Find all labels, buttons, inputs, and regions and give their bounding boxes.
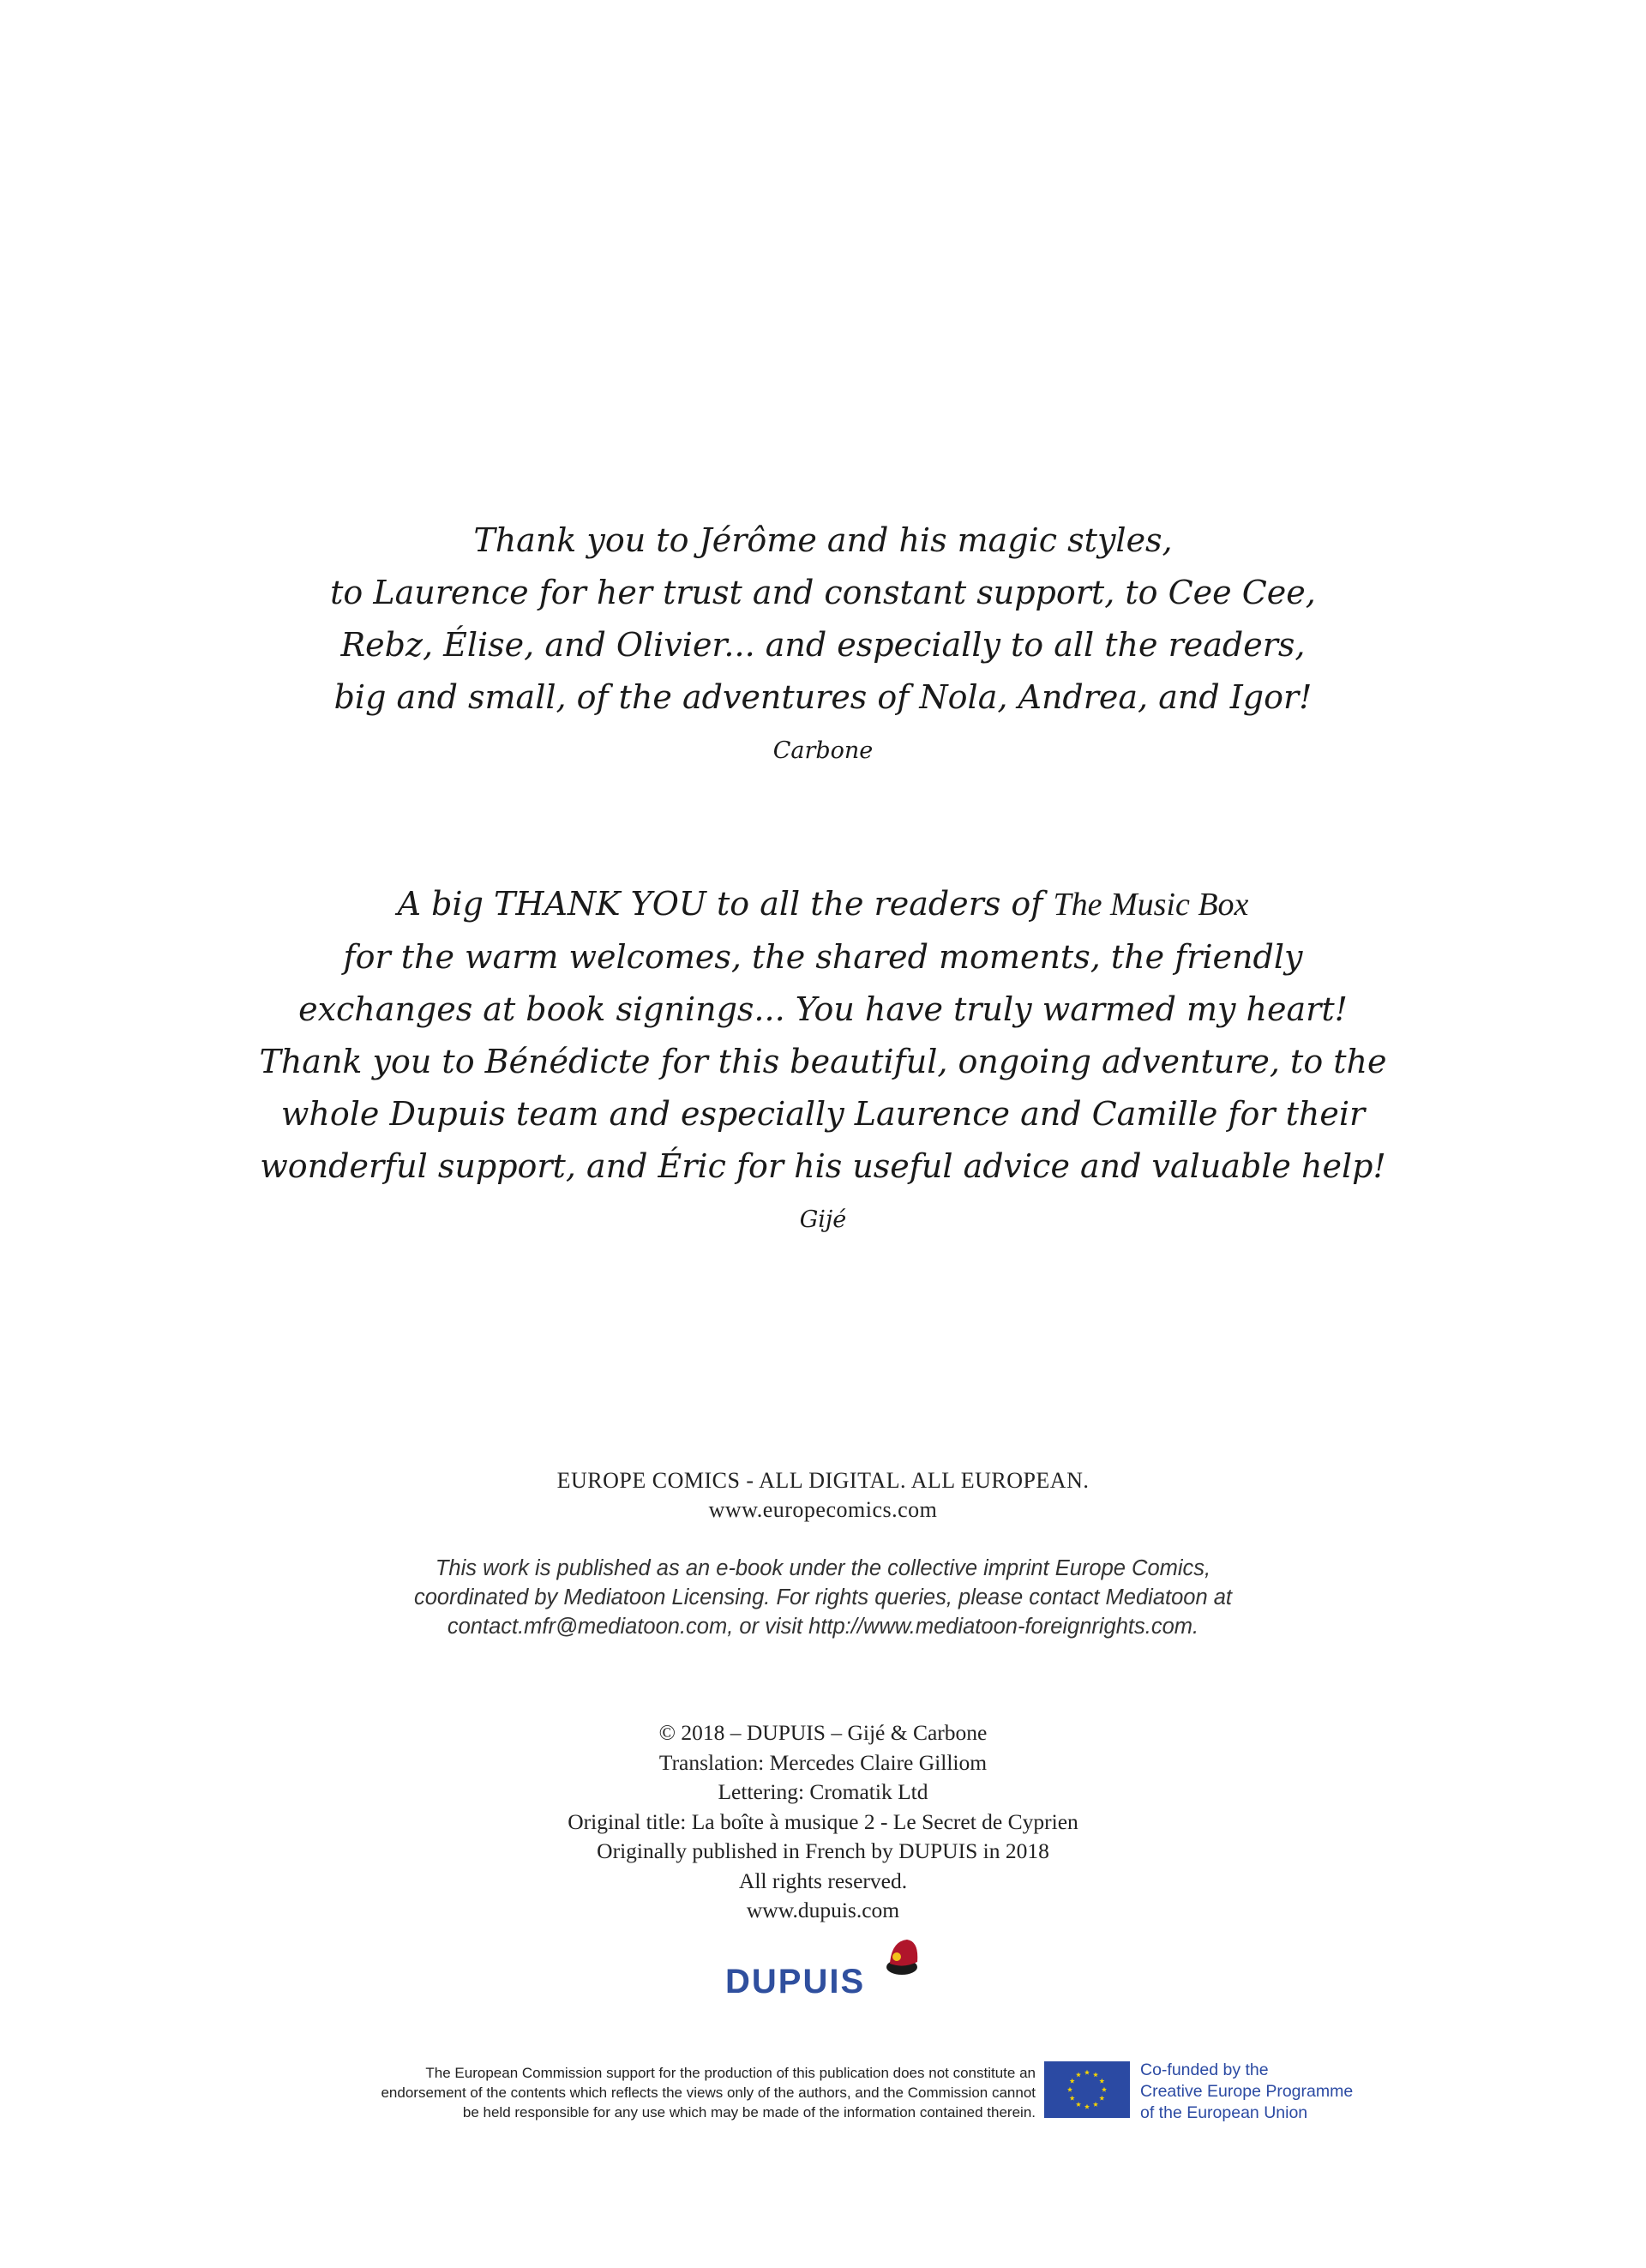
- copyright-line: © 2018 – DUPUIS – Gijé & Carbone: [658, 1720, 988, 1745]
- ack-line: Thank you to Jérôme and his magic styles,: [473, 521, 1173, 559]
- europe-comics-url[interactable]: www.europecomics.com: [708, 1497, 938, 1522]
- signature-gije: Gijé: [799, 1206, 847, 1233]
- eu-funding-line: of the European Union: [1140, 2103, 1308, 2122]
- europe-comics-slogan: EUROPE COMICS - ALL DIGITAL. ALL EUROPEAN.: [556, 1468, 1090, 1493]
- ack-line: to Laurence for her trust and constant support, to Cee Cee,: [330, 574, 1316, 611]
- ack-line: Thank you to Bénédicte for this beautiful, ongoing adventure, to the: [259, 1043, 1387, 1080]
- dupuis-logo: [720, 1934, 926, 2000]
- hat-crown: [890, 1940, 917, 1966]
- ack-line: whole Dupuis team and especially Laurence and Camille for their: [280, 1095, 1366, 1133]
- eu-funding-text: [1140, 2060, 1353, 2124]
- rights-reserved: All rights reserved.: [738, 1868, 908, 1893]
- eu-funding-line: Co-funded by the: [1140, 2060, 1269, 2079]
- imprint-notice: [0, 1554, 1646, 1641]
- credits-block: [0, 1718, 1646, 1926]
- ack-line: wonderful support, and Éric for his useful advice and valuable help!: [260, 1147, 1386, 1185]
- imprint-line: This work is published as an e-book under the collective imprint Europe Comics,: [435, 1556, 1211, 1580]
- translation-credit: Translation: Mercedes Claire Gilliom: [658, 1749, 988, 1775]
- ack-line: for the warm welcomes, the shared moments, the friendly: [343, 938, 1303, 976]
- signature-carbone: Carbone: [772, 737, 874, 764]
- original-publication: Originally published in French by DUPUIS in 2018: [597, 1838, 1049, 1863]
- disclaimer-line: The European Commission support for the production of this publication does not constitute an: [425, 2065, 1036, 2081]
- dupuis-wordmark: DUPUIS: [725, 1963, 866, 2000]
- original-title: Original title: La boîte à musique 2 - Le Secret de Cyprien: [568, 1808, 1078, 1834]
- ack-line: Rebz, Élise, and Olivier... and especially to all the readers,: [340, 626, 1306, 664]
- disclaimer-line: endorsement of the contents which reflects the views only of the authors, and the Commission cannot: [381, 2085, 1036, 2101]
- eu-funding-line: Creative Europe Programme: [1140, 2082, 1354, 2101]
- dupuis-hat-icon: [886, 1940, 917, 1975]
- lettering-credit: Lettering: Cromatik Ltd: [718, 1779, 928, 1804]
- europe-comics-block: [0, 1466, 1646, 1525]
- acknowledgment-gije: [0, 878, 1646, 1237]
- book-title: The Music Box: [1053, 887, 1249, 923]
- eu-flag-icon: [1044, 2061, 1130, 2118]
- imprint-line: coordinated by Mediatoon Licensing. For rights queries, please contact Mediatoon at: [414, 1585, 1232, 1609]
- ack-line-lead: A big THANK YOU to all the readers of: [397, 885, 1054, 923]
- acknowledgment-carbone: [0, 514, 1646, 768]
- ack-line: exchanges at book signings... You have truly warmed my heart!: [298, 990, 1348, 1028]
- imprint-line: contact.mfr@mediatoon.com, or visit http://www.mediatoon-foreignrights.com.: [447, 1615, 1199, 1639]
- eu-disclaimer: [257, 2063, 1036, 2122]
- ack-line: big and small, of the adventures of Nola, Andrea, and Igor!: [333, 678, 1313, 716]
- hat-accent: [892, 1952, 901, 1961]
- disclaimer-line: be held responsible for any use which may be made of the information contained therein.: [462, 2104, 1036, 2121]
- dupuis-url[interactable]: www.dupuis.com: [746, 1898, 900, 1922]
- ack-line: [0, 878, 1646, 931]
